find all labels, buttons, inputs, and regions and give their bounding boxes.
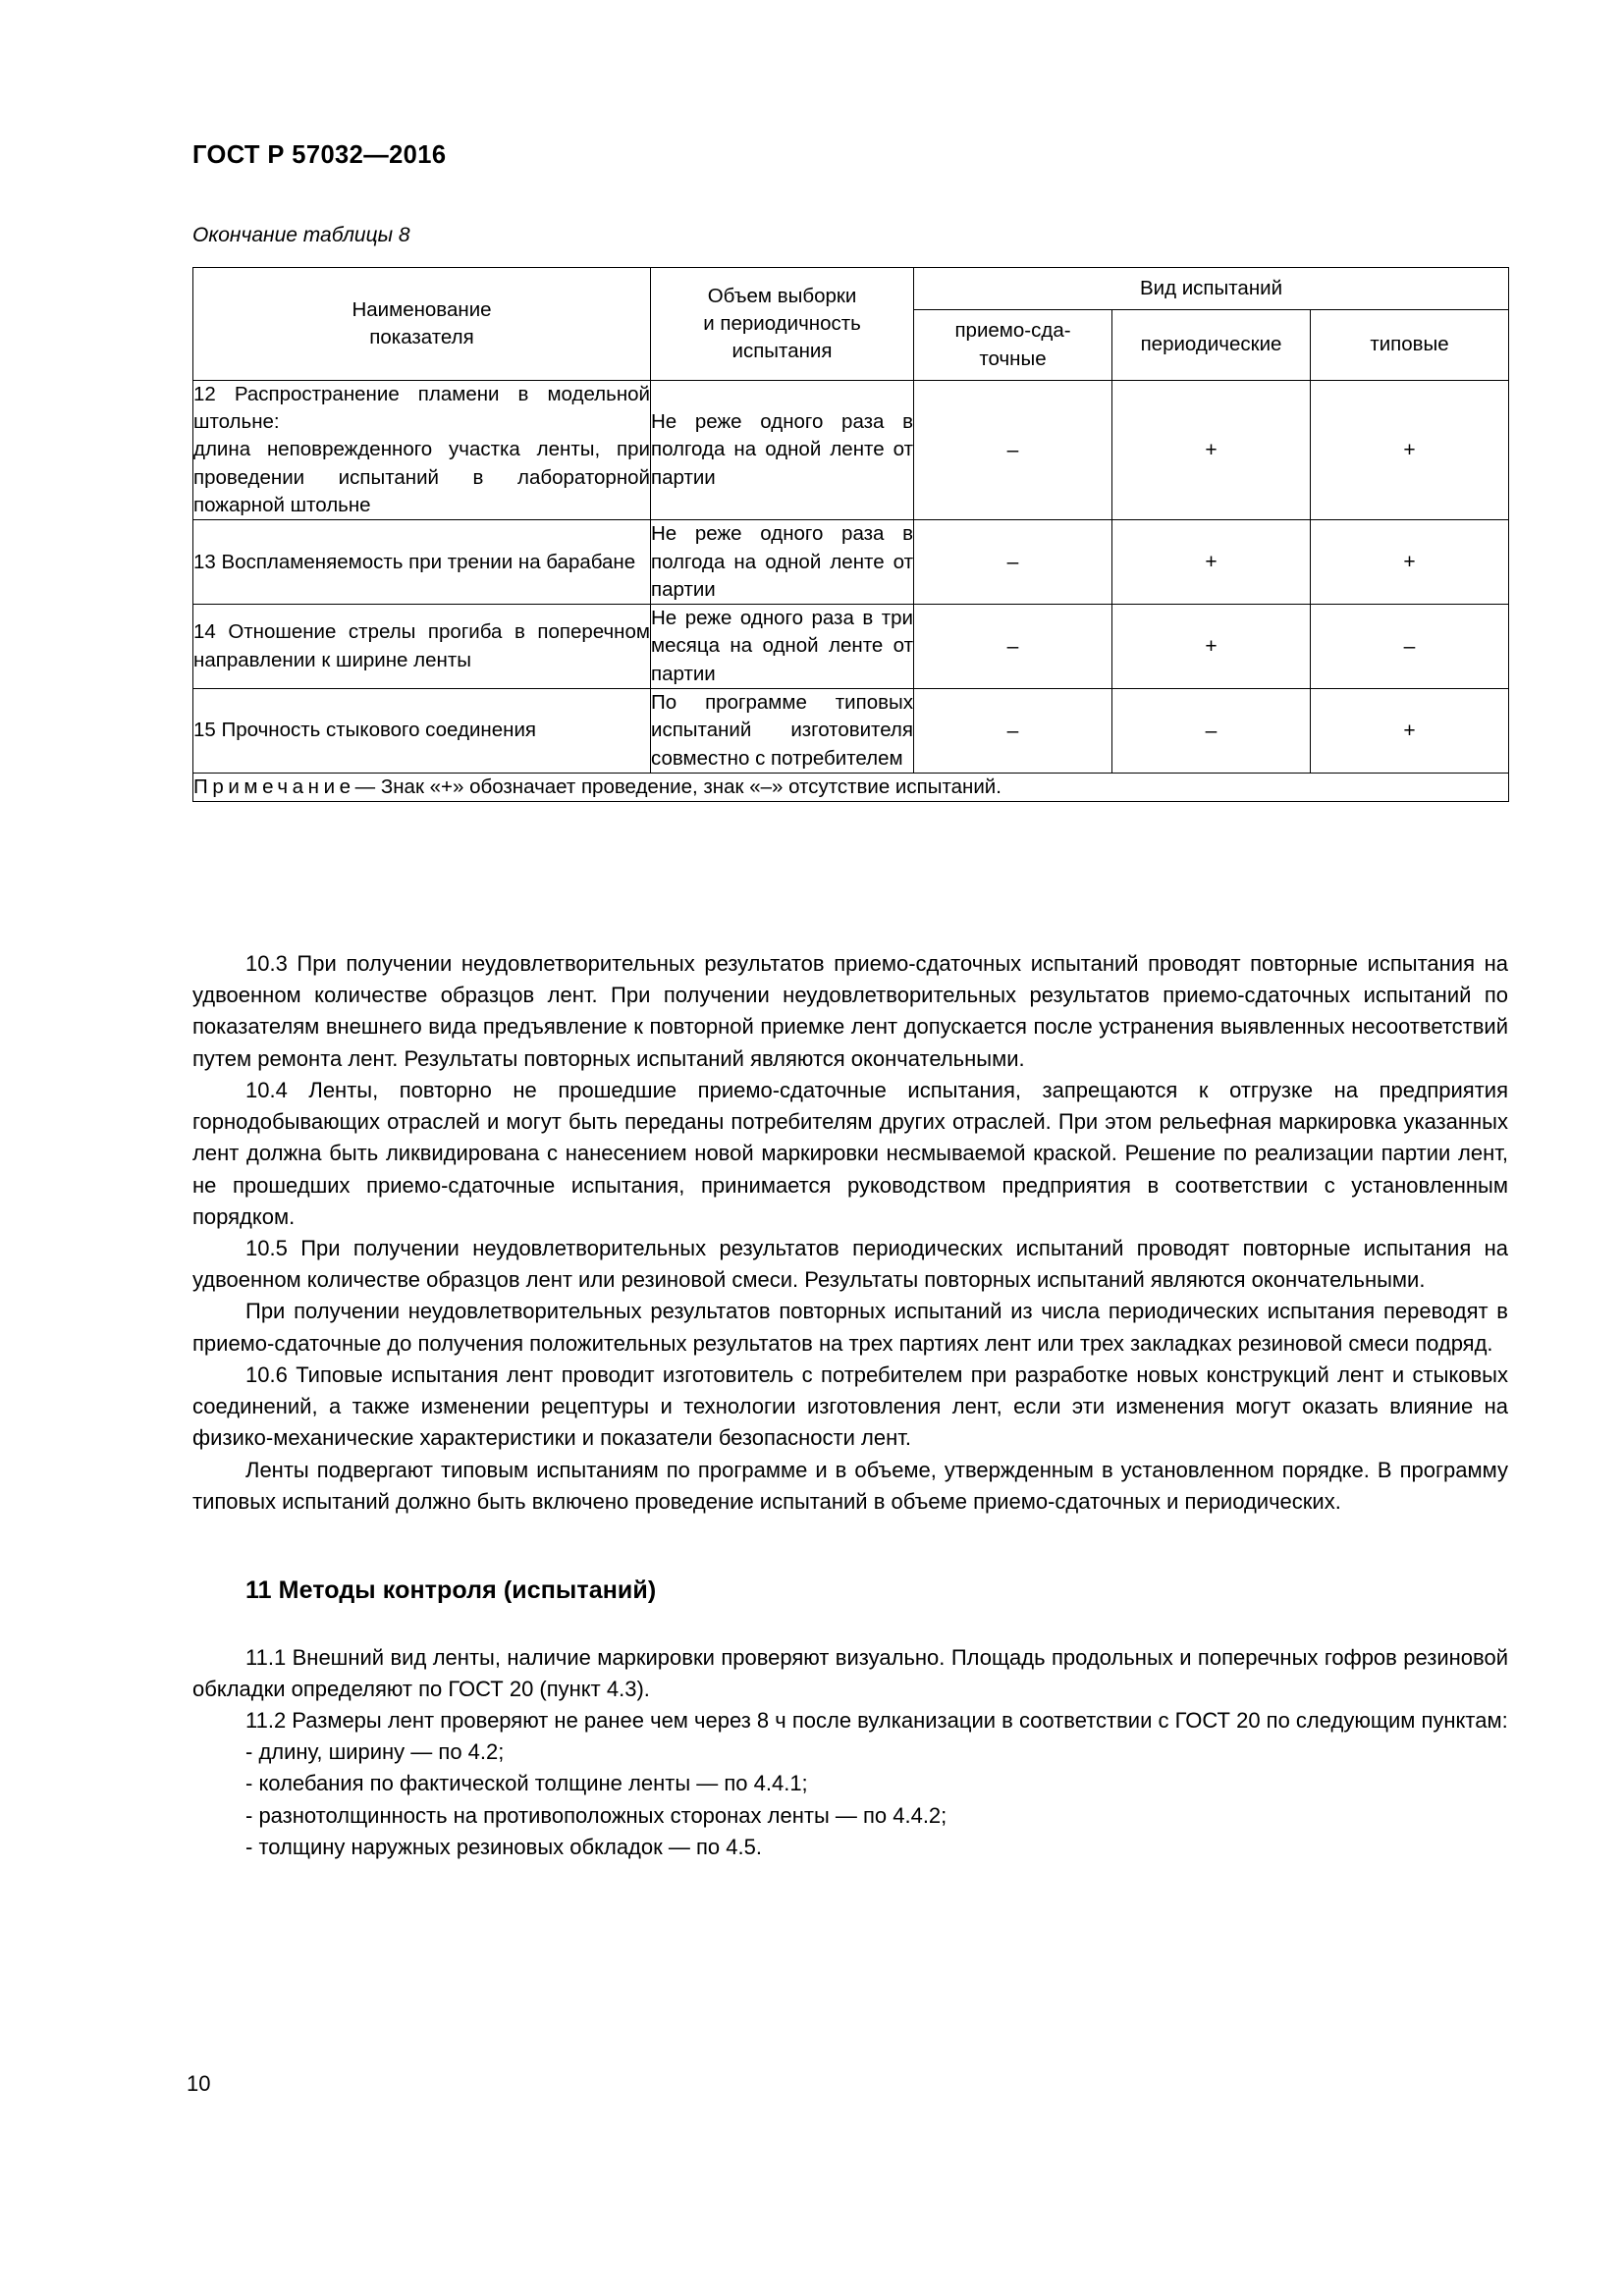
paragraph-10-6b: Ленты подвергают типовым испытаниям по программе и в объеме, утвержденным в установленном порядке. В программу типовых испытаний должно быть включено проведение испытаний в объеме приемо-сдаточных и периодических. — [192, 1457, 1508, 1514]
table-header-row-1 — [193, 268, 1509, 310]
section-heading-11: 11 Методы контроля (испытаний) — [245, 1575, 657, 1604]
row-name-part1: 14 Отношение стрелы прогиба в поперечном направлении к ширине ленты — [193, 620, 650, 671]
paragraph-10-5b: При получении неудовлетворительных результатов повторных испытаний из числа периодических испытания переводят в приемо-сдаточные до получения положительных результатов на трех партиях лент или трех закладках резиновой смеси подряд. — [192, 1299, 1508, 1356]
header-volume-line2: и периодичность — [703, 311, 861, 335]
header-periodic: периодические — [1112, 310, 1311, 381]
table-row — [193, 605, 1509, 689]
row-name-part1: 13 Воспламеняемость при трении на барабане — [193, 550, 636, 573]
row-typical-mark: + — [1311, 520, 1509, 605]
row-volume-cell: Не реже одного раза в три месяца на одной ленте от партии — [651, 605, 914, 689]
paragraph-11-1: 11.1 Внешний вид ленты, наличие маркировки проверяют визуально. Площадь продольных и поперечных гофров резиновой обкладки определяют по ГОСТ 20 (пункт 4.3). — [192, 1644, 1508, 1701]
body-text — [192, 948, 1508, 1863]
row-typical-mark: – — [1311, 605, 1509, 689]
header-name-line2: показателя — [369, 325, 474, 348]
header-name — [193, 268, 651, 381]
row-typical-mark: + — [1311, 380, 1509, 519]
paragraph-10-3: 10.3 При получении неудовлетворительных результатов приемо-сдаточных испытаний проводят повторные испытания на удвоенном количестве образцов лент. При получении неудовлетворительных результатов приемо-сдаточных испытаний по показателям внешнего вида предъявление к повторной приемке лент допускается после устранения выявленных несоответствий путем ремонта лент. Результаты повторных испытаний являются окончательными. — [192, 951, 1508, 1071]
header-acceptance-line1: приемо-сда- — [954, 319, 1071, 343]
spacer — [192, 1518, 1508, 1573]
header-test-type-group: Вид испытаний — [914, 268, 1509, 310]
list-item: - толщину наружных резиновых обкладок — по 4.5. — [245, 1834, 762, 1859]
row-volume-cell: По программе типовых испытаний изготовителя совместно с потребителем — [651, 688, 914, 773]
paragraph-10-4: 10.4 Ленты, повторно не прошедшие приемо-сдаточные испытания, запрещаются к отгрузке на предприятия горнодобывающих отраслей и могут быть переданы потребителям других отраслей. При этом рельефная маркировка указанных лент должна быть ликвидирована с нанесением новой маркировки несмываемой краской. Решение по реализации партии лент, не прошедших приемо-сдаточные испытания, принимается руководством предприятия в соответствии с установленным порядком. — [192, 1077, 1508, 1229]
row-name-cell — [193, 605, 651, 689]
table-caption: Окончание таблицы 8 — [192, 224, 410, 246]
header-volume-line3: испытания — [731, 340, 833, 363]
table-row — [193, 380, 1509, 519]
row-typical-mark: + — [1311, 688, 1509, 773]
row-periodic-mark: + — [1112, 380, 1311, 519]
row-name-cell — [193, 380, 651, 519]
row-name-cell — [193, 688, 651, 773]
table-note-row — [193, 773, 1509, 802]
spacer — [192, 1609, 1508, 1642]
row-periodic-mark: + — [1112, 520, 1311, 605]
page-number: 10 — [187, 2071, 211, 2096]
list-item: - длину, ширину — по 4.2; — [245, 1739, 505, 1765]
header-name-line1: Наименование — [352, 297, 492, 321]
table-note-label: Примечание — [193, 774, 355, 798]
table-row — [193, 520, 1509, 605]
row-name-part2: длина неповрежденного участка ленты, при проведении испытаний в лабораторной пожарной штольне — [193, 438, 650, 516]
row-volume-cell: Не реже одного раза в полгода на одной ленте от партии — [651, 520, 914, 605]
row-volume-cell: Не реже одного раза в полгода на одной ленте от партии — [651, 380, 914, 519]
row-name-part1: 12 Распространение пламени в модельной штольне: — [193, 382, 650, 434]
paragraph-11-2: 11.2 Размеры лент проверяют не ранее чем через 8 ч после вулканизации в соответствии с ГОСТ 20 по следующим пунктам: — [245, 1708, 1508, 1733]
row-acceptance-mark: – — [914, 605, 1112, 689]
row-periodic-mark: + — [1112, 605, 1311, 689]
header-volume-line1: Объем выборки — [707, 284, 857, 307]
row-acceptance-mark: – — [914, 688, 1112, 773]
table-note-text: — Знак «+» обозначает проведение, знак «–» отсутствие испытаний. — [354, 774, 1001, 798]
row-name-cell — [193, 520, 651, 605]
row-periodic-mark: – — [1112, 688, 1311, 773]
table-row — [193, 688, 1509, 773]
running-head: ГОСТ Р 57032—2016 — [192, 141, 447, 169]
row-acceptance-mark: – — [914, 380, 1112, 519]
header-volume — [651, 268, 914, 381]
row-name-part1: 15 Прочность стыкового соединения — [193, 719, 537, 742]
header-acceptance-line2: точные — [979, 347, 1047, 370]
row-acceptance-mark: – — [914, 520, 1112, 605]
header-acceptance — [914, 310, 1112, 381]
table-8-continuation — [192, 267, 1508, 802]
paragraph-10-6: 10.6 Типовые испытания лент проводит изготовитель с потребителем при разработке новых конструкций лент и стыковых соединений, а также изменении рецептуры и технологии изготовления лент, если эти изменения могут оказать влияние на физико-механические характеристики и показатели безопасности лент. — [192, 1362, 1508, 1451]
list-item: - колебания по фактической толщине ленты — по 4.4.1; — [245, 1771, 808, 1796]
table-note — [193, 773, 1509, 802]
paragraph-10-5: 10.5 При получении неудовлетворительных результатов периодических испытаний проводят повторные испытания на удвоенном количестве образцов лент или резиновой смеси. Результаты повторных испытаний являются окончательными. — [192, 1235, 1508, 1293]
header-typical: типовые — [1311, 310, 1509, 381]
list-item: - разнотолщинность на противоположных сторонах ленты — по 4.4.2; — [245, 1802, 947, 1828]
